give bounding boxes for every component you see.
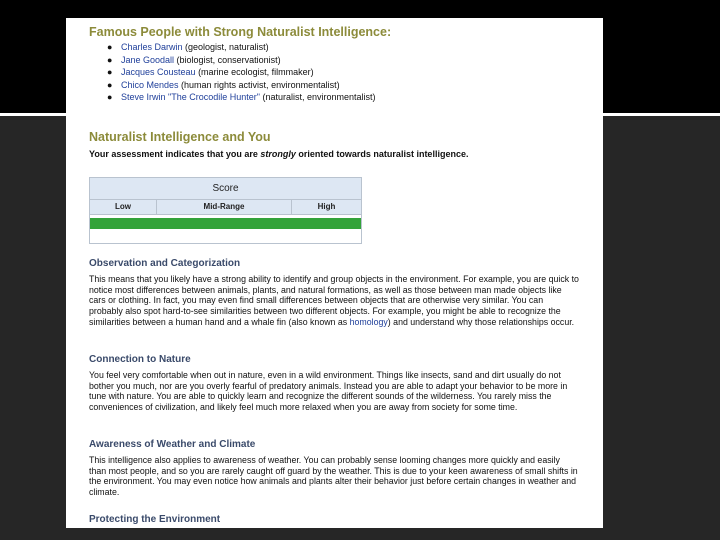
bullet-icon: ● (107, 92, 113, 103)
famous-people-heading: Famous People with Strong Naturalist Intelligence: (89, 25, 392, 39)
bullet-icon: ● (107, 42, 113, 52)
connection-paragraph: You feel very comfortable when out in nature, even in a wild environment. Things like insects, sand and dirt usually do not bother you much, nor are you overly fearful of predatory animals. Instead you are able to adapt your behavior to be more in tune with nature. You are able to quickly learn and recognize the different sounds of the wilderness. You rarely miss the conveniences of civilization, and likely feel much more relaxed when you are away from society for some time. (89, 370, 568, 413)
assessment-before: Your assessment indicates that you are (89, 149, 261, 159)
score-level-mid: Mid-Range (157, 200, 292, 214)
homology-link[interactable]: homology (349, 316, 388, 327)
naturalist-you-heading: Naturalist Intelligence and You (89, 130, 271, 144)
bullet-icon: ● (107, 54, 113, 65)
weather-paragraph: This intelligence also applies to awareness of weather. You can probably sense looming changes more quickly and easily than most people, and so you are rarely caught off guard by the weather. This is due to your keen awareness of small shifts in the environment. You may even notice how animals and plants alter their behavior just before certain changes in weather and climate. (89, 455, 578, 498)
person-description: (human rights activist, environmentalist) (178, 79, 340, 90)
person-description: (marine ecologist, filmmaker) (195, 67, 314, 78)
bullet-icon: ● (107, 67, 113, 78)
protecting-heading: Protecting the Environment (89, 514, 221, 525)
person-description: (biologist, conservationist) (174, 54, 281, 65)
weather-heading: Awareness of Weather and Climate (89, 439, 256, 450)
person-link[interactable]: Chico Mendes (121, 79, 179, 90)
observation-paragraph (89, 274, 579, 328)
observation-heading: Observation and Categorization (89, 258, 241, 269)
score-title: Score (90, 178, 361, 200)
person-description: (naturalist, environmentalist) (259, 92, 376, 103)
bullet-icon: ● (107, 79, 113, 90)
score-levels (90, 200, 361, 215)
score-level-low: Low (90, 200, 157, 214)
score-table (89, 177, 362, 244)
score-bar (90, 218, 361, 229)
connection-heading: Connection to Nature (89, 354, 191, 365)
observation-text-end: ) and understand why those relationships occur. (387, 316, 575, 327)
list-item (107, 54, 376, 67)
person-link[interactable]: Jane Goodall (121, 54, 175, 65)
person-link[interactable]: Charles Darwin (121, 42, 183, 52)
observation-text: This means that you likely have a strong ability to identify and group objects in the environment. For example, you are quick to notice most differences between animals, plants, and natural formations, as well as those between man made objects like cars or clothing. In fact, you may even find small differences between objects that are otherwise very similar. You can probably also spot hard-to-see similarities between two different objects. For example, you might be able to recognize the similarities between a human hand and a whale fin (also known as (89, 274, 579, 327)
score-level-high: High (317, 202, 336, 211)
assessment-emphasis: strongly (260, 149, 296, 159)
person-description: (geologist, naturalist) (182, 42, 269, 52)
person-link[interactable]: Steve Irwin "The Crocodile Hunter" (121, 92, 260, 103)
assessment-text (89, 149, 468, 159)
list-item (107, 41, 376, 54)
list-item (107, 66, 376, 79)
list-item (107, 91, 376, 104)
person-link[interactable]: Jacques Cousteau (121, 67, 196, 78)
famous-people-list (107, 41, 376, 104)
assessment-after: oriented towards naturalist intelligence. (295, 149, 469, 159)
web-page (66, 18, 603, 528)
list-item (107, 79, 376, 92)
score-bar-track (90, 218, 361, 231)
